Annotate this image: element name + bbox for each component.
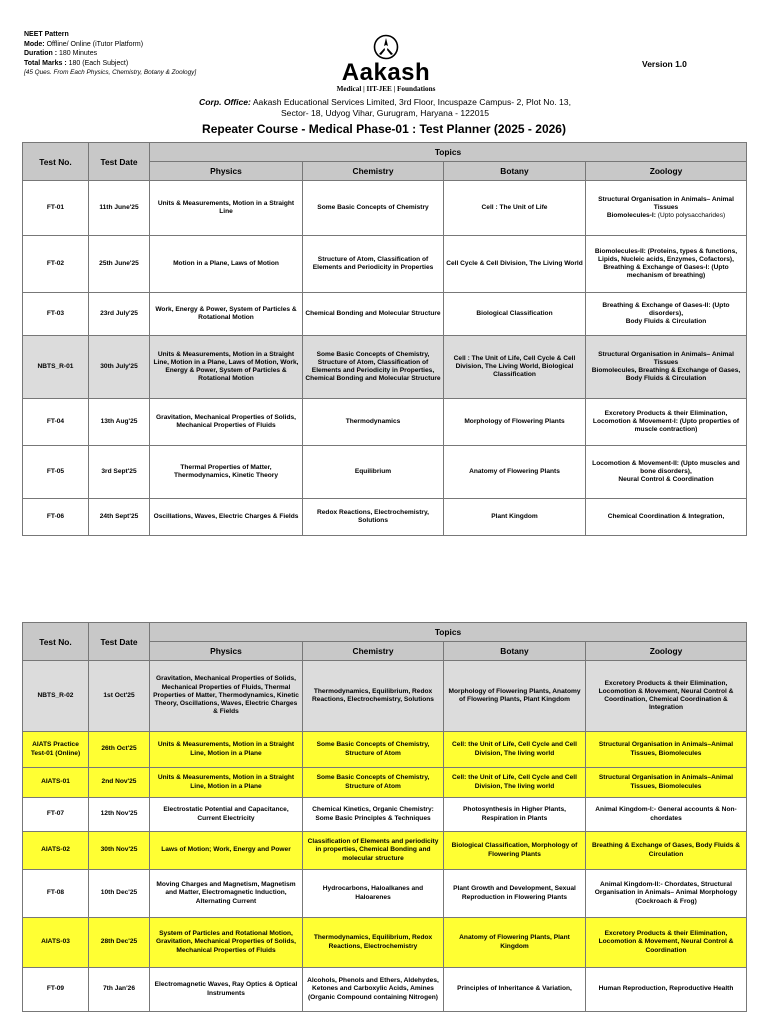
pattern-line: NEET Pattern <box>24 31 69 38</box>
zoology-cell <box>586 446 747 499</box>
botany-cell: Plant Kingdom <box>444 499 586 536</box>
test-date-cell: 10th Dec'25 <box>89 870 150 918</box>
zoology-topic-line-1: Structural Organisation in Animals– Animal Tissues <box>598 195 734 211</box>
chemistry-cell: Chemical Bonding and Molecular Structure <box>303 293 444 336</box>
physics-cell: Gravitation, Mechanical Properties of Solids, Mechanical Properties of Fluids <box>150 399 303 446</box>
test-no-cell: FT-09 <box>23 968 89 1012</box>
physics-cell: Work, Energy & Power, System of Particles & Rotational Motion <box>150 293 303 336</box>
chemistry-cell: Thermodynamics <box>303 399 444 446</box>
zoology-topic-line-2 <box>588 212 744 220</box>
chemistry-cell: Equilibrium <box>303 446 444 499</box>
zoology-cell: Biomolecules-II: (Proteins, types & functions, Lipids, Nucleic acids, Enzymes, Cofactors), Breathing & Exchange of Gases-I: (Upto mechanism of breathing) <box>586 236 747 293</box>
table-row <box>23 181 747 236</box>
zoology-topic-note: (Upto polysaccharides) <box>657 212 726 220</box>
physics-cell: Electromagnetic Waves, Ray Optics & Optical Instruments <box>150 968 303 1012</box>
page-title: Repeater Course - Medical Phase-01 : Test Planner (2025 - 2026) <box>202 122 566 136</box>
chemistry-cell: Some Basic Concepts of Chemistry, Structure of Atom <box>303 732 444 768</box>
chemistry-cell: Chemical Kinetics, Organic Chemistry: Some Basic Principles & Techniques <box>303 798 444 832</box>
test-no-cell: FT-01 <box>23 181 89 236</box>
header-test-date: Test Date <box>89 623 150 661</box>
zoology-cell: Structural Organisation in Animals–Animal Tissues, Biomolecules <box>586 732 747 768</box>
test-date-cell: 24th Sept'25 <box>89 499 150 536</box>
botany-cell: Morphology of Flowering Plants, Anatomy of Flowering Plants, Plant Kingdom <box>444 661 586 732</box>
zoology-cell <box>586 336 747 399</box>
table-row <box>23 918 747 968</box>
version-label: Version 1.0 <box>642 59 687 69</box>
table-row <box>23 236 747 293</box>
chemistry-cell: Thermodynamics, Equilibrium, Redox Reactions, Electrochemistry <box>303 918 444 968</box>
botany-cell: Morphology of Flowering Plants <box>444 399 586 446</box>
chemistry-cell: Some Basic Concepts of Chemistry, Structure of Atom, Classification of Elements and Periodicity in Properties, Chemical Bonding and Molecular Structure <box>303 336 444 399</box>
chemistry-cell: Classification of Elements and periodicity in properties, Chemical Bonding and molecular structure <box>303 832 444 870</box>
table-row <box>23 399 747 446</box>
header-chemistry: Chemistry <box>303 642 444 661</box>
brand-name: Aakash <box>341 59 431 86</box>
duration-line: Duration : 180 Minutes <box>24 50 98 58</box>
header-botany: Botany <box>444 642 586 661</box>
botany-cell: Plant Growth and Development, Sexual Reproduction in Flowering Plants <box>444 870 586 918</box>
test-no-cell: FT-03 <box>23 293 89 336</box>
test-no-cell: FT-06 <box>23 499 89 536</box>
brand-tagline: Medical | IIT-JEE | Foundations <box>336 85 436 93</box>
botany-cell: Cell: the Unit of Life, Cell Cycle and Cell Division, The living world <box>444 768 586 798</box>
test-date-cell: 28th Dec'25 <box>89 918 150 968</box>
physics-cell: Gravitation, Mechanical Properties of Solids, Mechanical Properties of Fluids, Thermal Properties of Matter, Thermodynamics, Kinetic Theory, Oscillations, Waves, Electric Charges & Fields <box>150 661 303 732</box>
physics-cell: Motion in a Plane, Laws of Motion <box>150 236 303 293</box>
test-no-cell: FT-05 <box>23 446 89 499</box>
header-zoology: Zoology <box>586 162 747 181</box>
test-date-cell: 7th Jan'26 <box>89 968 150 1012</box>
physics-cell: Laws of Motion; Work, Energy and Power <box>150 832 303 870</box>
table-row <box>23 832 747 870</box>
exam-info <box>24 30 196 78</box>
zoology-cell: Structural Organisation in Animals–Animal Tissues, Biomolecules <box>586 768 747 798</box>
test-date-cell: 13th Aug'25 <box>89 399 150 446</box>
zoology-topic-line-2 <box>588 318 744 326</box>
header-topics: Topics <box>150 623 747 642</box>
test-no-cell: AIATS-03 <box>23 918 89 968</box>
physics-cell: Oscillations, Waves, Electric Charges & Fields <box>150 499 303 536</box>
test-date-cell: 23rd July'25 <box>89 293 150 336</box>
table-row <box>23 336 747 399</box>
botany-cell: Biological Classification <box>444 293 586 336</box>
zoology-topic-bold: Neural Control & Coordination <box>618 476 714 484</box>
botany-cell: Principles of Inheritance & Variation, <box>444 968 586 1012</box>
header-botany: Botany <box>444 162 586 181</box>
question-note: [45 Ques. From Each Physics, Chemistry, Botany & Zoology] <box>24 69 197 77</box>
marks-line: Total Marks : 180 (Each Subject) <box>24 59 129 67</box>
zoology-topic-line-1: Locomotion & Movement-II: (Upto muscles and bone disorders), <box>592 459 740 475</box>
test-no-cell: NBTS_R-02 <box>23 661 89 732</box>
chemistry-cell: Thermodynamics, Equilibrium, Redox Reactions, Electrochemistry, Solutions <box>303 661 444 732</box>
physics-cell: Moving Charges and Magnetism, Magnetism and Matter, Electromagnetic Induction, Alternating Current <box>150 870 303 918</box>
physics-cell: Units & Measurements, Motion in a Straight Line, Motion in a Plane <box>150 732 303 768</box>
test-no-cell: FT-02 <box>23 236 89 293</box>
table-row <box>23 768 747 798</box>
test-no-cell: AIATS-02 <box>23 832 89 870</box>
zoology-cell: Animal Kingdom-II:- Chordates, Structural Organisation in Animals– Animal Morphology (Cockroach & Frog) <box>586 870 747 918</box>
test-date-cell: 2nd Nov'25 <box>89 768 150 798</box>
zoology-topic-line-1: Breathing & Exchange of Gases-II: (Upto disorders), <box>602 301 730 317</box>
test-no-cell: FT-07 <box>23 798 89 832</box>
header-test-date: Test Date <box>89 143 150 181</box>
botany-cell: Cell Cycle & Cell Division, The Living World <box>444 236 586 293</box>
chemistry-cell: Structure of Atom, Classification of Elements and Periodicity in Properties <box>303 236 444 293</box>
zoology-topic-line-1: Structural Organisation in Animals– Animal Tissues <box>598 350 734 366</box>
test-no-cell: FT-08 <box>23 870 89 918</box>
zoology-cell <box>586 293 747 336</box>
header-test-no: Test No. <box>23 143 89 181</box>
test-no-cell: FT-04 <box>23 399 89 446</box>
table-row <box>23 661 747 732</box>
test-date-cell: 25th June'25 <box>89 236 150 293</box>
chemistry-cell: Some Basic Concepts of Chemistry, Structure of Atom <box>303 768 444 798</box>
physics-cell: Thermal Properties of Matter, Thermodynamics, Kinetic Theory <box>150 446 303 499</box>
zoology-cell: Excretory Products & their Elimination, Locomotion & Movement-I: (Upto properties of muscle contraction) <box>586 399 747 446</box>
test-date-cell: 12th Nov'25 <box>89 798 150 832</box>
corporate-office: Corp. Office: Aakash Educational Services Limited, 3rd Floor, Incuspaze Campus- 2, Plot No. 13, Sector- 18, Udyog Vihar, Gurugram, Haryana - 122015 <box>199 97 571 118</box>
botany-cell: Cell : The Unit of Life <box>444 181 586 236</box>
zoology-cell: Chemical Coordination & Integration, <box>586 499 747 536</box>
test-no-cell: NBTS_R-01 <box>23 336 89 399</box>
test-date-cell: 3rd Sept'25 <box>89 446 150 499</box>
test-planner-table-1 <box>22 142 747 536</box>
table-row <box>23 446 747 499</box>
test-planner-table-2 <box>22 622 747 1012</box>
physics-cell: Units & Measurements, Motion in a Straight Line <box>150 181 303 236</box>
test-date-cell: 11th June'25 <box>89 181 150 236</box>
test-no-cell: AIATS-01 <box>23 768 89 798</box>
chemistry-cell: Some Basic Concepts of Chemistry <box>303 181 444 236</box>
table-row <box>23 499 747 536</box>
chemistry-cell: Hydrocarbons, Haloalkanes and Haloarenes <box>303 870 444 918</box>
header-topics: Topics <box>150 143 747 162</box>
zoology-cell: Excretory Products & their Elimination, Locomotion & Movement, Neural Control & Coordination, Chemical Coordination & Integration <box>586 661 747 732</box>
table-row <box>23 798 747 832</box>
botany-cell: Cell : The Unit of Life, Cell Cycle & Cell Division, The Living World, Biological Classification <box>444 336 586 399</box>
botany-cell: Photosynthesis in Higher Plants, Respiration in Plants <box>444 798 586 832</box>
table-row <box>23 968 747 1012</box>
test-date-cell: 26th Oct'25 <box>89 732 150 768</box>
physics-cell: Units & Measurements, Motion in a Straight Line, Motion in a Plane, Laws of Motion, Work, Energy & Power, System of Particles & Rotational Motion <box>150 336 303 399</box>
physics-cell: Electrostatic Potential and Capacitance, Current Electricity <box>150 798 303 832</box>
botany-cell: Anatomy of Flowering Plants <box>444 446 586 499</box>
table-row <box>23 293 747 336</box>
botany-cell: Anatomy of Flowering Plants, Plant Kingdom <box>444 918 586 968</box>
zoology-cell: Excretory Products & their Elimination, Locomotion & Movement, Neural Control & Coordination <box>586 918 747 968</box>
test-date-cell: 30th July'25 <box>89 336 150 399</box>
physics-cell: System of Particles and Rotational Motion, Gravitation, Mechanical Properties of Solids, Mechanical Properties of Fluids <box>150 918 303 968</box>
botany-cell: Biological Classification, Morphology of Flowering Plants <box>444 832 586 870</box>
zoology-cell: Animal Kingdom-I:- General accounts & Non-chordates <box>586 798 747 832</box>
header-zoology: Zoology <box>586 642 747 661</box>
table-row <box>23 732 747 768</box>
header-test-no: Test No. <box>23 623 89 661</box>
zoology-topic-bold: Biomolecules, Breathing & Exchange of Gases, Body Fluids & Circulation <box>591 367 741 383</box>
chemistry-cell: Alcohols, Phenols and Ethers, Aldehydes, Ketones and Carboxylic Acids, Amines (Organic Compound containing Nitrogen) <box>303 968 444 1012</box>
test-date-cell: 1st Oct'25 <box>89 661 150 732</box>
zoology-cell: Human Reproduction, Reproductive Health <box>586 968 747 1012</box>
mode-line: Mode: Offline/ Online (iTutor Platform) <box>24 40 144 48</box>
zoology-topic-line-2 <box>588 476 744 484</box>
table-row <box>23 870 747 918</box>
header-physics: Physics <box>150 162 303 181</box>
aakash-logo <box>330 34 442 96</box>
zoology-topic-bold: Body Fluids & Circulation <box>625 318 707 326</box>
zoology-cell: Breathing & Exchange of Gases, Body Fluids & Circulation <box>586 832 747 870</box>
zoology-cell <box>586 181 747 236</box>
physics-cell: Units & Measurements, Motion in a Straight Line, Motion in a Plane <box>150 768 303 798</box>
header-chemistry: Chemistry <box>303 162 444 181</box>
header-physics: Physics <box>150 642 303 661</box>
botany-cell: Cell: the Unit of Life, Cell Cycle and Cell Division, The living world <box>444 732 586 768</box>
chemistry-cell: Redox Reactions, Electrochemistry, Solutions <box>303 499 444 536</box>
zoology-topic-bold: Biomolecules-I: <box>606 212 658 220</box>
test-no-cell: AIATS Practice Test-01 (Online) <box>23 732 89 768</box>
test-date-cell: 30th Nov'25 <box>89 832 150 870</box>
zoology-topic-line-2 <box>588 367 744 383</box>
logo-emblem-icon <box>373 34 399 60</box>
